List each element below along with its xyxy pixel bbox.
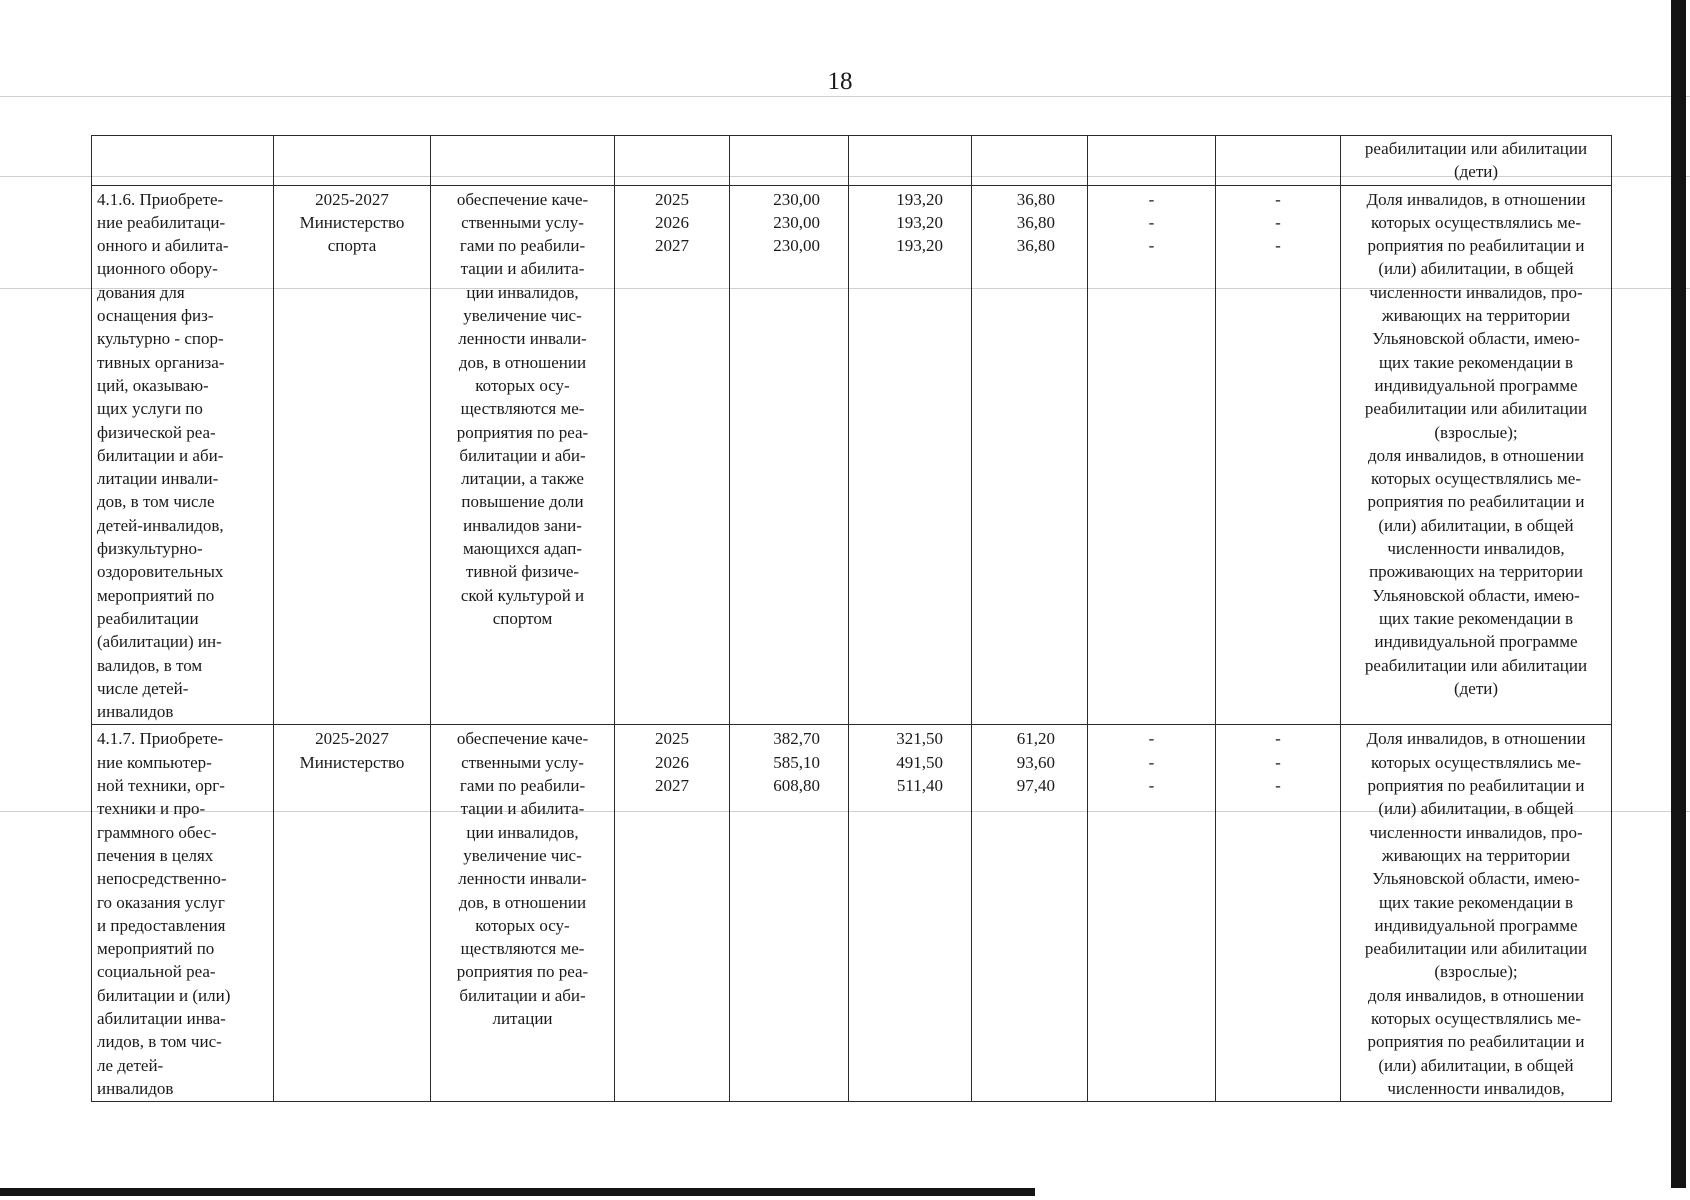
text-line: ной техники, орг- [97, 776, 225, 796]
text-line: литации [492, 1008, 553, 1028]
cell-empty [431, 136, 615, 186]
cell-years [615, 725, 730, 1102]
text-line: дов, в отношении [458, 892, 587, 912]
text-line: валидов, в том [97, 655, 203, 675]
text-line: которых осуществлялись ме- [1370, 469, 1582, 489]
text-line: реабилитации или абилитации [1364, 139, 1588, 158]
text-line: мероприятий по [97, 585, 215, 605]
text-line: (дети) [1453, 678, 1499, 698]
cell-expected-result [431, 185, 615, 725]
cell-empty [972, 136, 1088, 186]
text-line: численности инвалидов, [1387, 539, 1565, 559]
text-line: реабилитации или абилитации [1364, 939, 1588, 959]
cell-measure-name [92, 725, 274, 1102]
text-line: билитации и аби- [459, 445, 586, 465]
cell-indicator [1341, 185, 1612, 725]
text-line: щих такие рекомендации в [1378, 892, 1574, 912]
year-value: 2027 [655, 236, 689, 256]
amount-value: 36,80 [1016, 236, 1055, 256]
amount-value: 230,00 [773, 189, 820, 209]
cell-empty [1216, 136, 1341, 186]
text-line: Ульяновской области, имею- [1372, 869, 1580, 889]
text-line: проживающих на территории [1369, 562, 1583, 582]
text-line: тивных организа- [97, 352, 225, 372]
cell-col9 [1216, 185, 1341, 725]
text-line: живающих на территории [1381, 845, 1571, 865]
period-text: 2025-2027 [315, 729, 389, 749]
text-line: Доля инвалидов, в отношении [1366, 189, 1586, 209]
text-line: которых осуществлялись ме- [1370, 1008, 1582, 1028]
text-line: индивидуальной программе [1374, 375, 1578, 395]
scan-edge-right [1671, 0, 1686, 1188]
text-line: 4.1.7. Приобрете- [97, 729, 224, 749]
text-line: ции инвалидов, [466, 822, 579, 842]
table-row-4-1-7 [92, 725, 1612, 1102]
text-line: Доля инвалидов, в отношении [1366, 729, 1586, 749]
table-row-continued [92, 136, 1612, 186]
text-line: 4.1.6. Приобрете- [97, 189, 224, 209]
cell-total [730, 185, 849, 725]
text-line: оснащения физ- [97, 306, 214, 326]
cell-period-executor [274, 725, 431, 1102]
text-line: индивидуальной программе [1374, 915, 1578, 935]
cell-total [730, 725, 849, 1102]
text-line: ции инвалидов, [466, 282, 579, 302]
dash-value: - [1148, 189, 1155, 209]
text-line: (или) абилитации, в общей [1378, 515, 1574, 535]
cell-measure-name [92, 185, 274, 725]
text-line: которых осу- [475, 915, 570, 935]
cell-col8 [1088, 185, 1216, 725]
amount-value: 608,80 [773, 776, 820, 796]
cell-regional [972, 185, 1088, 725]
text-line: числе детей- [97, 678, 189, 698]
text-line: Ульяновской области, имею- [1372, 329, 1580, 349]
text-line: численности инвалидов, про- [1369, 282, 1583, 302]
text-line: (дети) [1453, 162, 1499, 182]
cell-empty [849, 136, 972, 186]
text-line: ственными услу- [461, 752, 584, 772]
text-line: ществляются ме- [460, 939, 585, 959]
amount-value: 36,80 [1016, 189, 1055, 209]
cell-indicator [1341, 136, 1612, 186]
text-line: ленности инвали- [458, 329, 587, 349]
text-line: мающихся адап- [463, 539, 582, 559]
text-line: щих такие рекомендации в [1378, 608, 1574, 628]
text-line: ние реабилитаци- [97, 212, 226, 232]
text-line: численности инвалидов, про- [1369, 822, 1583, 842]
amount-value: 61,20 [1016, 729, 1055, 749]
scan-artifact-line [0, 96, 1690, 97]
cell-col9 [1216, 725, 1341, 1102]
text-line: го оказания услуг [97, 892, 225, 912]
text-line: численности инвалидов, [1387, 1078, 1565, 1098]
text-line: литации инвали- [97, 469, 219, 489]
text-line: доля инвалидов, в отношении [1368, 445, 1584, 465]
text-line: гами по реабили- [459, 776, 586, 796]
year-value: 2027 [655, 776, 689, 796]
dash-value: - [1148, 776, 1155, 796]
dash-value: - [1275, 729, 1281, 749]
text-line: мероприятий по [97, 939, 215, 959]
text-line: которых осу- [475, 375, 570, 395]
year-value: 2026 [655, 212, 689, 232]
text-line: (или) абилитации, в общей [1378, 799, 1574, 819]
text-line: индивидуальной программе [1374, 632, 1578, 652]
text-line: оздоровительных [97, 562, 224, 582]
table-row-4-1-6 [92, 185, 1612, 725]
text-line: дов, в отношении [458, 352, 587, 372]
amount-value: 382,70 [773, 729, 820, 749]
cell-indicator [1341, 725, 1612, 1102]
text-line: реабилитации или абилитации [1364, 399, 1588, 419]
text-line: онного и абилита- [97, 236, 229, 256]
text-line: которых осуществлялись ме- [1370, 752, 1582, 772]
text-line: литации, а также [461, 469, 584, 489]
text-line: роприятия по реабилитации и [1367, 236, 1585, 256]
amount-value: 491,50 [896, 752, 943, 772]
cell-empty [1088, 136, 1216, 186]
text-line: билитации и аби- [97, 445, 224, 465]
text-line: культурно - спор- [97, 329, 224, 349]
year-value: 2026 [655, 752, 689, 772]
text-line: гами по реабили- [459, 236, 586, 256]
amount-value: 585,10 [773, 752, 820, 772]
text-line: тивной физиче- [465, 562, 580, 582]
cell-expected-result [431, 725, 615, 1102]
amount-value: 97,40 [1016, 776, 1055, 796]
amount-value: 193,20 [896, 189, 943, 209]
text-line: техники и про- [97, 799, 206, 819]
text-line: ществляются ме- [460, 399, 585, 419]
text-line: дов, в том числе [97, 492, 215, 512]
text-line: роприятия по реа- [456, 422, 589, 442]
text-line: и предоставления [97, 915, 226, 935]
text-line: билитации и (или) [97, 985, 231, 1005]
text-line: (или) абилитации, в общей [1378, 1055, 1574, 1075]
text-line: ций, оказываю- [97, 375, 209, 395]
text-line: роприятия по реабилитации и [1367, 1032, 1585, 1052]
text-line: (взрослые); [1434, 962, 1518, 982]
text-line: непосредственно- [97, 869, 227, 889]
period-text: 2025-2027 [315, 189, 389, 209]
program-table [91, 135, 1612, 1102]
amount-value: 193,20 [896, 212, 943, 232]
cell-federal [849, 725, 972, 1102]
amount-value: 230,00 [773, 212, 820, 232]
amount-value: 321,50 [896, 729, 943, 749]
cell-empty [730, 136, 849, 186]
text-line: увеличение чис- [463, 845, 582, 865]
dash-value: - [1148, 236, 1155, 256]
text-line: ской культурой и [460, 585, 585, 605]
text-line: физической реа- [97, 422, 216, 442]
text-line: печения в целях [97, 845, 214, 865]
cell-years [615, 185, 730, 725]
text-line: щих такие рекомендации в [1378, 352, 1574, 372]
text-line: абилитации инва- [97, 1008, 226, 1028]
text-line: щих услуги по [97, 399, 203, 419]
text-line: ние компьютер- [97, 752, 212, 772]
dash-value: - [1275, 189, 1281, 209]
cell-period-executor [274, 185, 431, 725]
text-line: социальной реа- [97, 962, 216, 982]
text-line: ле детей- [97, 1055, 164, 1075]
text-line: обеспечение каче- [456, 729, 589, 749]
text-line: реабилитации или абилитации [1364, 655, 1588, 675]
text-line: тации и абилита- [460, 799, 585, 819]
text-line: роприятия по реабилитации и [1367, 776, 1585, 796]
text-line: роприятия по реа- [456, 962, 589, 982]
text-line: роприятия по реабилитации и [1367, 492, 1585, 512]
text-line: лидов, в том чис- [97, 1032, 222, 1052]
cell-empty [615, 136, 730, 186]
scan-edge-bottom [0, 1188, 1035, 1196]
text-line: граммного обес- [97, 822, 217, 842]
text-line: повышение доли [461, 492, 584, 512]
text-line: инвалидов зани- [463, 515, 582, 535]
text-line: инвалидов [97, 702, 174, 722]
dash-value: - [1275, 236, 1281, 256]
executor-text: спорта [327, 236, 377, 256]
amount-value: 511,40 [896, 776, 943, 796]
text-line: ционного обору- [97, 259, 218, 279]
page-number: 18 [827, 68, 853, 95]
text-line: спортом [492, 608, 553, 628]
text-line: живающих на территории [1381, 306, 1571, 326]
text-line: увеличение чис- [463, 306, 582, 326]
cell-empty [274, 136, 431, 186]
cell-regional [972, 725, 1088, 1102]
text-line: физкультурно- [97, 539, 203, 559]
text-line: тации и абилита- [460, 259, 585, 279]
executor-text: Министерство [299, 212, 405, 232]
amount-value: 193,20 [896, 236, 943, 256]
amount-value: 230,00 [773, 236, 820, 256]
amount-value: 93,60 [1016, 752, 1055, 772]
text-line: обеспечение каче- [456, 189, 589, 209]
dash-value: - [1148, 212, 1155, 232]
text-line: Ульяновской области, имею- [1372, 585, 1580, 605]
text-line: доля инвалидов, в отношении [1368, 985, 1584, 1005]
cell-empty [92, 136, 274, 186]
text-line: (взрослые); [1434, 422, 1518, 442]
text-line: дования для [97, 282, 185, 302]
text-line: инвалидов [97, 1078, 174, 1098]
dash-value: - [1275, 212, 1281, 232]
dash-value: - [1275, 752, 1281, 772]
cell-federal [849, 185, 972, 725]
text-line: детей-инвалидов, [97, 515, 224, 535]
text-line: (или) абилитации, в общей [1378, 259, 1574, 279]
text-line: реабилитации [97, 608, 199, 628]
text-line: (абилитации) ин- [97, 632, 222, 652]
text-line: билитации и аби- [459, 985, 586, 1005]
cell-col8 [1088, 725, 1216, 1102]
executor-text: Министерство [299, 752, 405, 772]
dash-value: - [1275, 776, 1281, 796]
text-line: ственными услу- [461, 212, 584, 232]
text-line: которых осуществлялись ме- [1370, 212, 1582, 232]
amount-value: 36,80 [1016, 212, 1055, 232]
year-value: 2025 [655, 189, 689, 209]
text-line: ленности инвали- [458, 869, 587, 889]
dash-value: - [1148, 729, 1155, 749]
year-value: 2025 [655, 729, 689, 749]
dash-value: - [1148, 752, 1155, 772]
